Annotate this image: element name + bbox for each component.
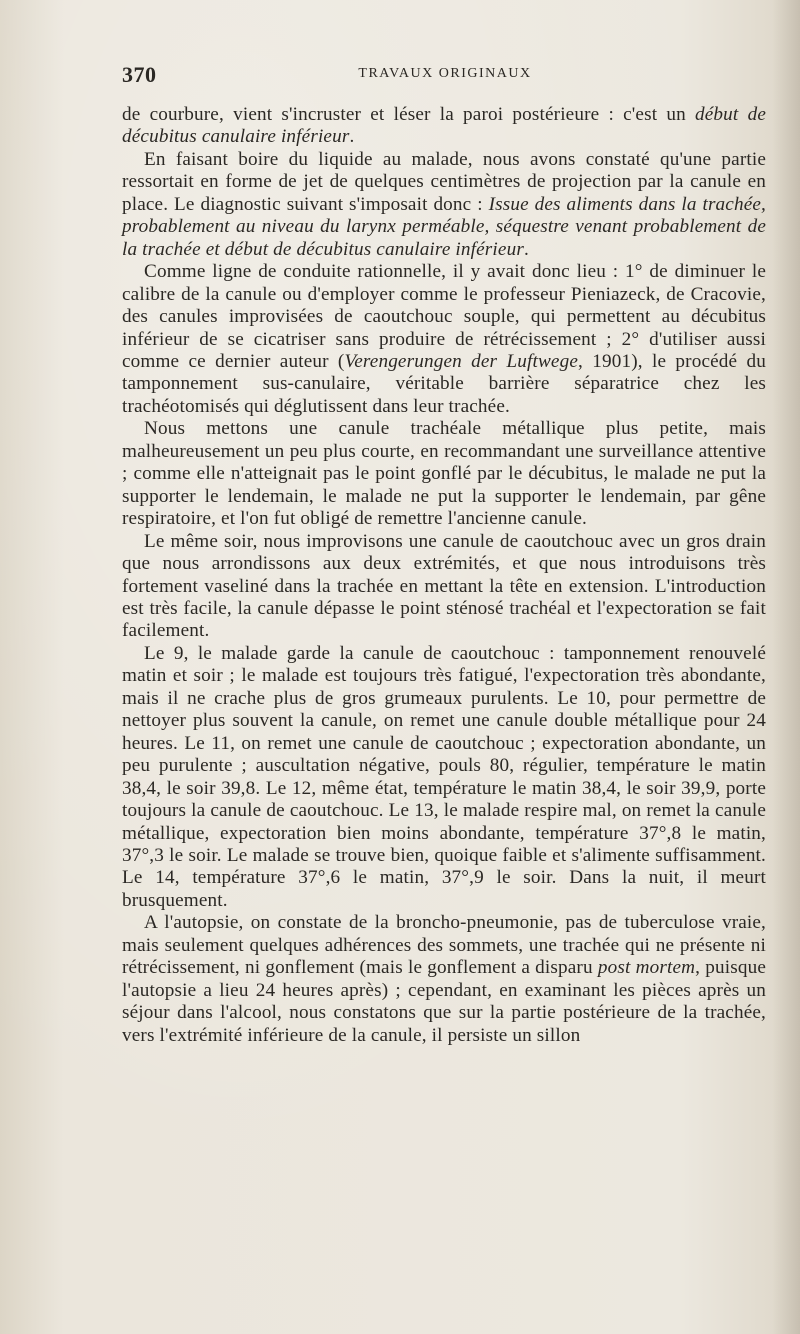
paragraph	[122, 643, 766, 912]
paragraph-text: A l'autopsie, on constate de la broncho-pneumonie, pas de tuberculose vraie, mais seulement quelques adhérences des sommets, une trachée qui ne présente ni rétrécissement, ni gonflement (mais le gonflement a disparu	[122, 912, 766, 979]
paragraph	[122, 104, 766, 149]
paragraph	[122, 531, 766, 643]
paragraph-text: .	[349, 126, 355, 148]
page-edge-shadow	[772, 0, 800, 1334]
paragraph-text: de courbure, vient s'incruster et léser la paroi postérieure : c'est un	[122, 104, 696, 125]
paragraph-text: Le même soir, nous improvisons une canule de caoutchouc avec un gros drain que nous arrondissons aux deux extrémités, et que nous introduisons très fortement vaseliné dans la trachée en mettant la tête en extension. L'introduction est très facile, la canule dépasse le point sténosé trachéal et l'expectoration se fait facilement.	[122, 530, 766, 642]
running-head: TRAVAUX ORIGINAUX	[358, 66, 532, 81]
page-number: 370	[122, 62, 157, 87]
paragraph-text: Le 9, le malade garde la canule de caoutchouc : tamponnement renouvelé matin et soir ; le malade est toujours très fatigué, l'expectoration très abondante, mais il ne crache plus de gros grumeaux purulents. Le 10, pour permettre de nettoyer plus souvent la canule, on remet une canule double métallique pour 24 heures. Le 11, on remet une canule de caoutchouc ; expectoration abondante, un peu purulente ; auscultation négative, pouls 80, régulier, température le matin 38,4, le soir 39,8. Le 12, même état, température le matin 38,4, le soir 39,9, porte toujours la canule de caoutchouc. Le 13, le malade respire mal, on remet la canule métallique, expectoration bien moins abondante, température 37°,8 le matin, 37°,3 le soir. Le malade se trouve bien, quoique faible et s'alimente suffisamment. Le 14, température 37°,6 le matin, 37°,9 le soir. Dans la nuit, il meurt brusquement.	[122, 642, 766, 911]
paragraph-text: , puisque l'autopsie a lieu 24 heures après) ; cependant, en examinant les pièces après un séjour dans l'alcool, nous constatons que sur la partie postérieure de la trachée, vers l'extrémité inférieure de la canule, il persiste un sillon	[122, 957, 766, 1046]
paragraph-text: Comme ligne de conduite rationnelle, il y avait donc lieu : 1° de diminuer le calibre de la canule ou d'employer comme le professeur Pieniazeck, de Cracovie, des canules improvisées de caoutchouc souple, qui permettent au décubitus inférieur de se cicatriser sans produire de rétrécissement ; 2° d'utiliser aussi comme ce dernier auteur (	[122, 261, 766, 372]
paragraph	[122, 261, 766, 418]
paragraph	[122, 149, 766, 261]
italic-text: Verengerungen der Luftwege	[344, 350, 579, 372]
italic-text: début de décubitus canulaire inférieur	[122, 104, 766, 148]
paragraph-text: Nous mettons une canule trachéale métallique plus petite, mais malheureusement un peu plus courte, en recommandant une surveillance attentive ; comme elle n'atteignait pas le point gonflé par le décubitus, le malade ne put la supporter le lendemain, le malade ne put la supporter le lendemain, par gêne respiratoire, et l'on fut obligé de remettre l'ancienne canule.	[122, 418, 766, 530]
paragraph-text: .	[523, 238, 529, 260]
paragraph-text: En faisant boire du liquide au malade, nous avons constaté qu'une partie ressortait en forme de jet de quelques centimètres de projection par la canule en place. Le diagnostic suivant s'imposait donc :	[122, 148, 766, 215]
italic-text: Issue des aliments dans la trachée, probablement au niveau du larynx perméable, séquestre venant probablement de la trachée et début de décubitus canulaire inférieur	[122, 193, 766, 260]
paragraph-text: , 1901), le procédé du tamponnement sus-canulaire, véritable barrière séparatrice chez les trachéotomisés qui déglutissent dans leur trachée.	[122, 350, 766, 417]
body-text	[122, 104, 766, 1047]
page-header	[122, 62, 768, 92]
paragraph	[122, 418, 766, 530]
paragraph	[122, 912, 766, 1047]
italic-text: post mortem	[597, 957, 696, 979]
